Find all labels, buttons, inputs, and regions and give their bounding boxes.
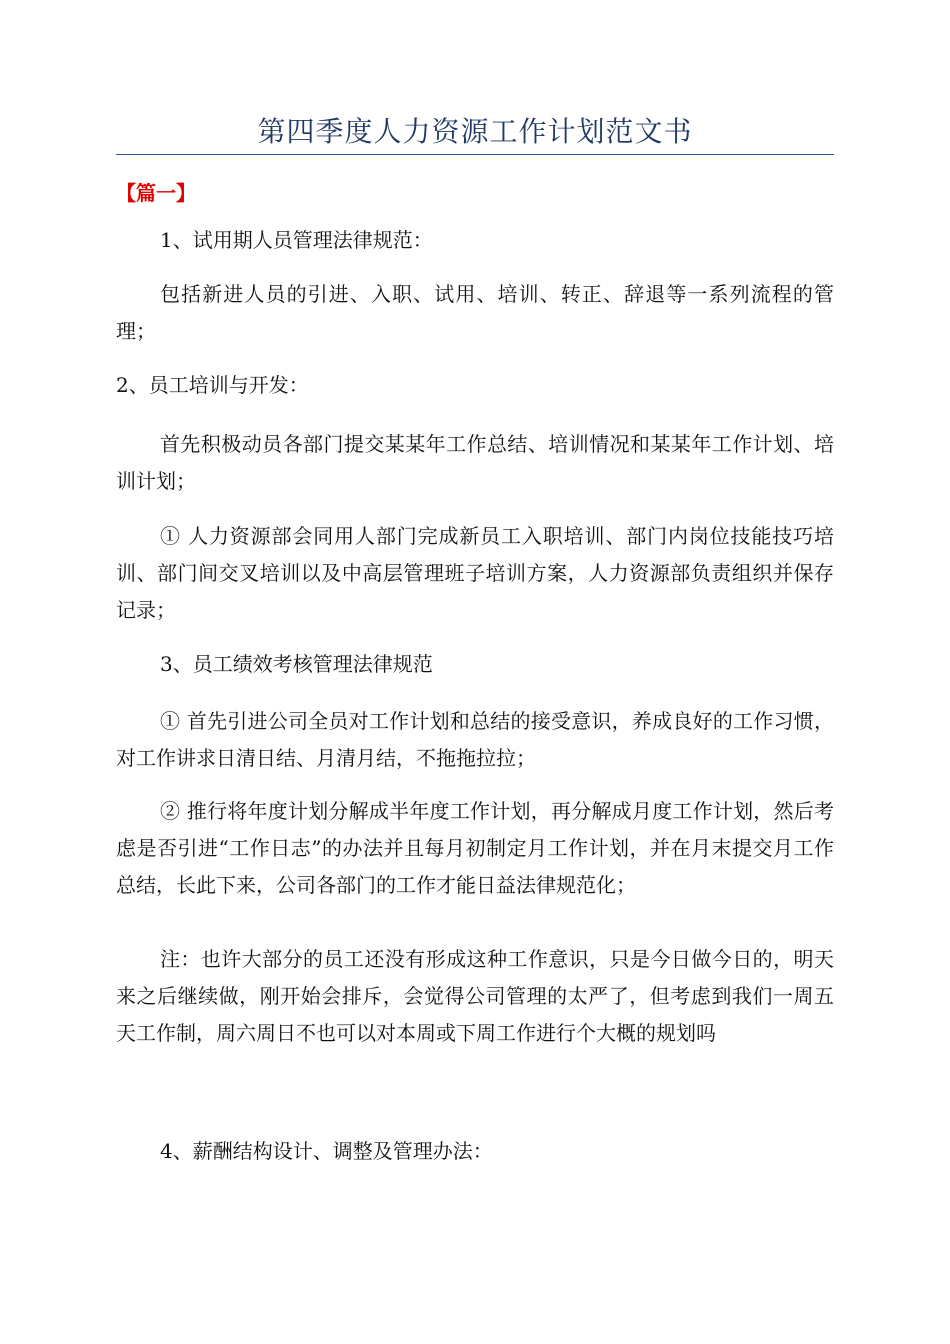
paragraph-10: 4、薪酬结构设计、调整及管理办法：: [160, 1139, 493, 1163]
paragraph-5: ① 人力资源部会同用人部门完成新员工入职培训、部门内岗位技能技巧培训、部门间交叉培训以及中高层管理班子培训方案，人力资源部负责组织并保存记录；: [116, 524, 834, 622]
section-label: 【篇一】: [116, 181, 196, 205]
paragraph-6: 3、员工绩效考核管理法律规范: [160, 652, 433, 676]
document-title: 第四季度人力资源工作计划范文书: [257, 115, 693, 148]
paragraph-8: ② 推行将年度计划分解成半年度工作计划，再分解成月度工作计划，然后考虑是否引进“工作日志”的办法并且每月初制定月工作计划，并在月末提交月工作总结，长此下来，公司各部门的工作才能日益法律规范化；: [116, 799, 834, 897]
paragraph-1: 1、试用期人员管理法律规范：: [160, 228, 433, 252]
title-divider: [116, 154, 834, 155]
paragraph-4: 首先积极动员各部门提交某某年工作总结、培训情况和某某年工作计划、培训计划；: [116, 432, 834, 493]
paragraph-3: 2、员工培训与开发：: [116, 373, 309, 397]
paragraph-9: 注：也许大部分的员工还没有形成这种工作意识，只是今日做今日的，明天来之后继续做，刚开始会排斥，会觉得公司管理的太严了，但考虑到我们一周五天工作制，周六周日不也可以对本周或下周工作进行个大概的规划吗: [116, 947, 834, 1045]
paragraph-2: 包括新进人员的引进、入职、试用、培训、转正、辞退等一系列流程的管理；: [116, 282, 834, 343]
paragraph-7: ① 首先引进公司全员对工作计划和总结的接受意识，养成良好的工作习惯，对工作讲求日清日结、月清月结，不拖拖拉拉；: [116, 709, 834, 770]
